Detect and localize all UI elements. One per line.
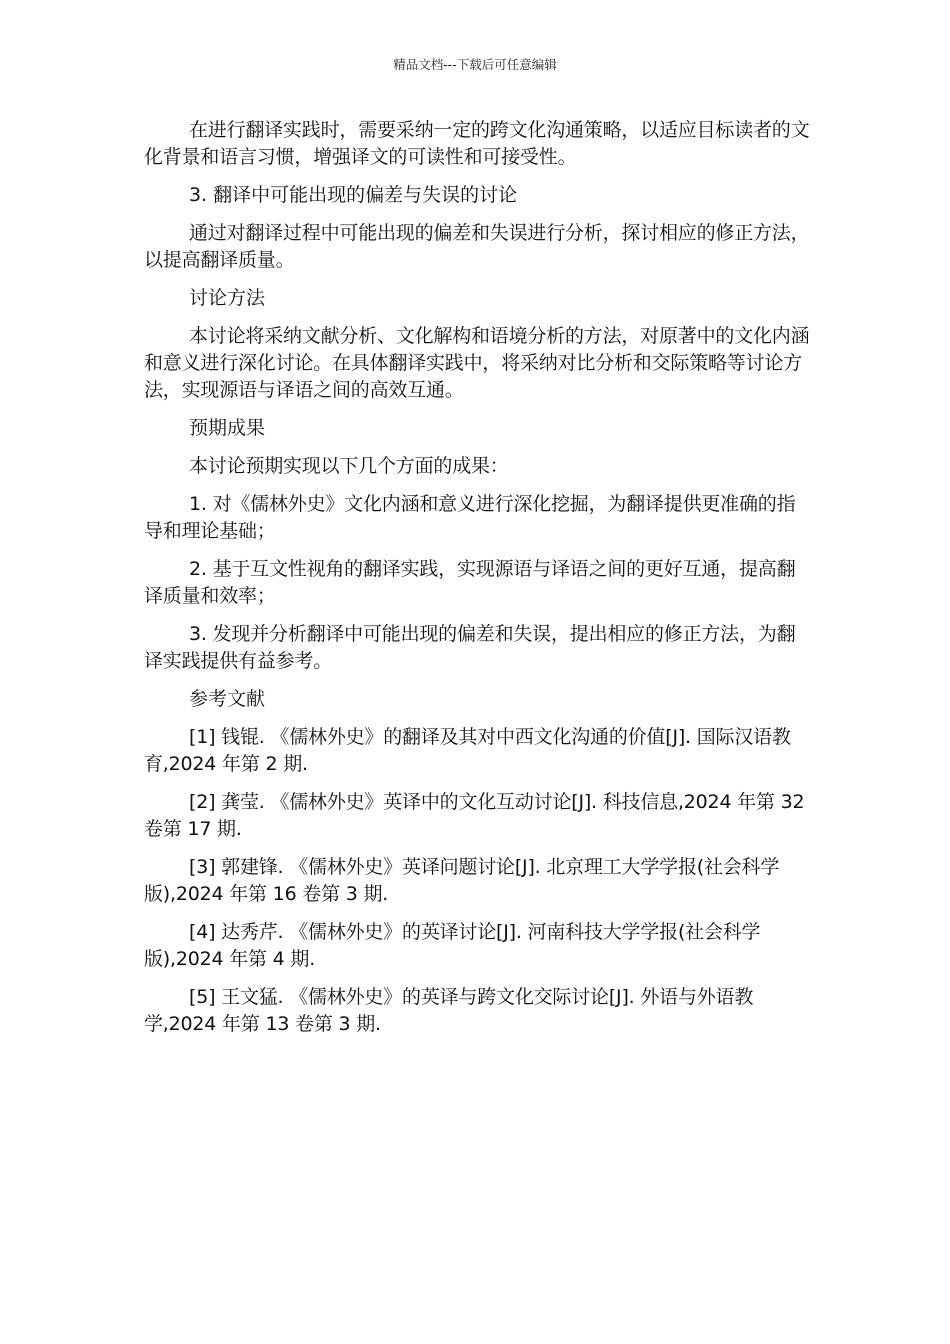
reference-item-5: [5] 王文猛. 《儒林外史》的英译与跨文化交际讨论[J]. 外语与外语教学,2024 年第 13 卷第 3 期.	[144, 986, 754, 1035]
reference-item-3: [3] 郭建锋. 《儒林外史》英译问题讨论[J]. 北京理工大学学报(社会科学版),2024 年第 16 卷第 3 期.	[144, 856, 780, 905]
reference-item-1: [1] 钱锟. 《儒林外史》的翻译及其对中西文化沟通的价值[J]. 国际汉语教育,2024 年第 2 期.	[144, 726, 791, 775]
paragraph-results-intro: 本讨论预期实现以下几个方面的成果：	[189, 455, 509, 477]
reference-item-4: [4] 达秀芹. 《儒林外史》的英译讨论[J]. 河南科技大学学报(社会科学版),2024 年第 4 期.	[144, 921, 761, 970]
paragraph-deviation-analysis: 通过对翻译过程中可能出现的偏差和失误进行分析，探讨相应的修正方法，以提高翻译质量。	[144, 222, 810, 271]
section-heading-references: 参考文献	[189, 688, 266, 710]
document-body	[144, 117, 814, 1049]
section-heading-method: 讨论方法	[189, 287, 266, 309]
section-heading-expected-results: 预期成果	[189, 417, 266, 439]
list-item-result-1: 1. 对《儒林外史》文化内涵和意义进行深化挖掘，为翻译提供更准确的指导和理论基础；	[144, 493, 796, 542]
section-heading-deviation: 3. 翻译中可能出现的偏差与失误的讨论	[189, 184, 518, 206]
paragraph-cross-cultural-strategy: 在进行翻译实践时，需要采纳一定的跨文化沟通策略，以适应目标读者的文化背景和语言习惯，增强译文的可读性和可接受性。	[144, 119, 810, 168]
paragraph-method: 本讨论将采纳文献分析、文化解构和语境分析的方法，对原著中的文化内涵和意义进行深化讨论。在具体翻译实践中，将采纳对比分析和交际策略等讨论方法，实现源语与译语之间的高效互通。	[144, 325, 810, 401]
list-item-result-2: 2. 基于互文性视角的翻译实践，实现源语与译语之间的更好互通，提高翻译质量和效率；	[144, 558, 796, 607]
list-item-result-3: 3. 发现并分析翻译中可能出现的偏差和失误，提出相应的修正方法，为翻译实践提供有益参考。	[144, 623, 796, 672]
page-header: 精品文档---下载后可任意编辑	[393, 57, 557, 72]
reference-item-2: [2] 龚莹. 《儒林外史》英译中的文化互动讨论[J]. 科技信息,2024 年第 32 卷第 17 期.	[144, 791, 805, 840]
